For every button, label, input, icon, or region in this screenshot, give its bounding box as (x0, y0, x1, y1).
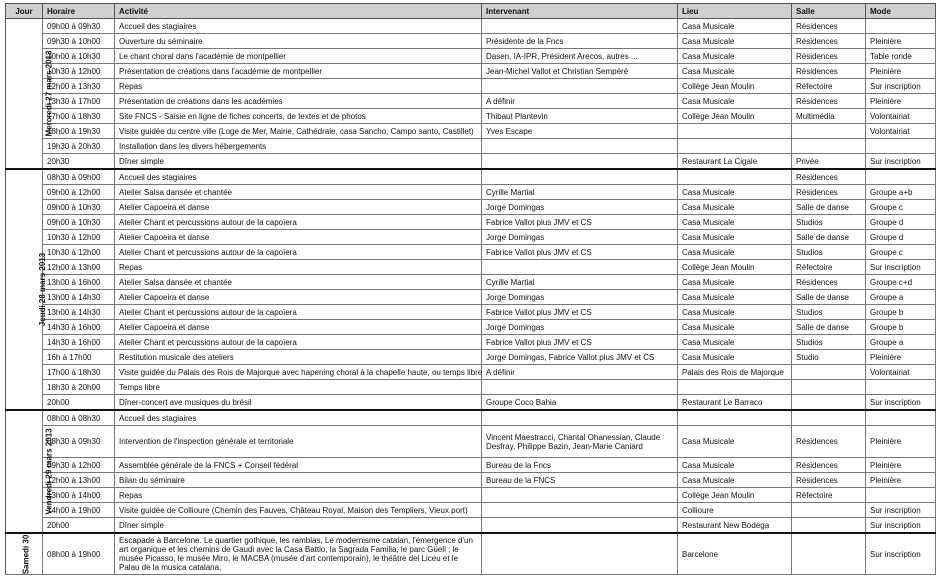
cell-salle: Résidences (792, 185, 866, 200)
table-row (6, 458, 936, 473)
cell-salle: Résidences (792, 458, 866, 473)
cell-intervenant: Jorge Domingas (482, 230, 678, 245)
cell-horaire: 17h00 à 18h30 (43, 365, 115, 380)
cell-intervenant: A définir (482, 94, 678, 109)
cell-mode (866, 19, 936, 34)
cell-intervenant (482, 154, 678, 170)
cell-intervenant (482, 260, 678, 275)
table-row (6, 365, 936, 380)
table-row (6, 169, 936, 185)
cell-mode: Pleinière (866, 34, 936, 49)
cell-intervenant: Jorge Domingas (482, 200, 678, 215)
cell-lieu: Casa Musicale (678, 335, 792, 350)
cell-salle: Résidences (792, 64, 866, 79)
cell-mode (866, 380, 936, 395)
cell-horaire: 14h30 à 16h00 (43, 335, 115, 350)
table-row (6, 34, 936, 49)
cell-horaire: 08h30 à 09h00 (43, 169, 115, 185)
day-label: Jeudi 28 mars 2013 (38, 252, 48, 327)
cell-intervenant: Cyrille Martial (482, 185, 678, 200)
cell-mode: Table ronde (866, 49, 936, 64)
cell-mode: Pleinière (866, 94, 936, 109)
cell-intervenant: Jorge Domingas (482, 320, 678, 335)
cell-lieu (678, 169, 792, 185)
cell-activite: Atelier Capoeira et danse (115, 200, 482, 215)
cell-intervenant: Jorge Domingas (482, 290, 678, 305)
cell-mode: Groupe b (866, 320, 936, 335)
cell-lieu: Casa Musicale (678, 185, 792, 200)
cell-activite: Temps libre (115, 380, 482, 395)
cell-salle (792, 365, 866, 380)
cell-activite: Accueil des stagiaires (115, 169, 482, 185)
cell-lieu: Collège Jean Moulin (678, 260, 792, 275)
cell-lieu: Restaurant La Cigale (678, 154, 792, 170)
cell-mode: Groupe d (866, 215, 936, 230)
cell-lieu: Casa Musicale (678, 34, 792, 49)
table-row (6, 533, 936, 575)
table-row (6, 275, 936, 290)
cell-mode: Groupe b (866, 305, 936, 320)
cell-activite: Repas (115, 488, 482, 503)
cell-lieu: Casa Musicale (678, 245, 792, 260)
cell-horaire: 09h00 à 10h30 (43, 215, 115, 230)
cell-lieu: Collioure (678, 503, 792, 518)
table-row (6, 139, 936, 154)
cell-horaire: 18h00 à 19h30 (43, 124, 115, 139)
table-row (6, 305, 936, 320)
cell-intervenant: Thibaut Plantevin (482, 109, 678, 124)
cell-activite: Bilan du séminaire (115, 473, 482, 488)
table-row (6, 488, 936, 503)
cell-intervenant: Jean-Michel Vallot et Christian Sempéré (482, 64, 678, 79)
table-row (6, 154, 936, 170)
cell-horaire: 20h00 (43, 518, 115, 534)
cell-mode: Groupe a (866, 290, 936, 305)
cell-horaire: 09h00 à 12h00 (43, 185, 115, 200)
cell-activite: Visite guidée de Collioure (Chemin des Fauves, Château Royal, Maison des Templiers, Vieux port) (115, 503, 482, 518)
cell-intervenant (482, 19, 678, 34)
table-row (6, 410, 936, 426)
cell-activite: Atelier Capoeira et danse (115, 290, 482, 305)
cell-lieu: Palais des Rois de Majorque (678, 365, 792, 380)
cell-activite: Repas (115, 260, 482, 275)
table-row (6, 503, 936, 518)
cell-mode (866, 488, 936, 503)
cell-salle (792, 124, 866, 139)
cell-activite: Atelier Chant et percussions autour de la capoïera (115, 215, 482, 230)
cell-horaire: 19h30 à 20h30 (43, 139, 115, 154)
cell-salle: Studios (792, 245, 866, 260)
cell-lieu: Casa Musicale (678, 94, 792, 109)
table-row (6, 473, 936, 488)
cell-horaire: 17h00 à 18h30 (43, 109, 115, 124)
cell-salle: Studios (792, 335, 866, 350)
header-mode: Mode (866, 4, 936, 19)
table-row (6, 350, 936, 365)
cell-lieu: Casa Musicale (678, 275, 792, 290)
table-row (6, 320, 936, 335)
cell-activite: Atelier Chant et percussions autour de la capoïera (115, 245, 482, 260)
cell-mode: Groupe c+d (866, 275, 936, 290)
cell-horaire: 08h00 à 19h00 (43, 533, 115, 575)
cell-salle: Salle de danse (792, 320, 866, 335)
cell-intervenant: Groupe Coco Bahia (482, 395, 678, 411)
cell-activite: Assemblée générale de la FNCS + Conseil fédéral (115, 458, 482, 473)
cell-intervenant: Dasen, IA-IPR, Président Arecos, autres ... (482, 49, 678, 64)
table-row (6, 79, 936, 94)
cell-mode (866, 169, 936, 185)
cell-salle (792, 533, 866, 575)
cell-horaire: 08h00 à 08h30 (43, 410, 115, 426)
day-label: Samedi 30 (21, 534, 31, 574)
cell-activite: Site FNCS - Saisie en ligne de fiches concerts, de textes et de photos (115, 109, 482, 124)
cell-intervenant: Fabrice Vallot plus JMV et CS (482, 335, 678, 350)
cell-salle: Réfectoire (792, 260, 866, 275)
day-cell (6, 533, 43, 575)
cell-lieu: Casa Musicale (678, 49, 792, 64)
header-lieu: Lieu (678, 4, 792, 19)
cell-activite: Intervention de l'inspection générale et territoriale (115, 426, 482, 458)
cell-horaire: 13h00 à 14h00 (43, 488, 115, 503)
cell-activite: Dîner-concert ave musiques du brésil (115, 395, 482, 411)
table-row (6, 395, 936, 411)
cell-lieu (678, 139, 792, 154)
cell-mode: Sur inscription (866, 154, 936, 170)
cell-intervenant: Fabrice Vallot plus JMV et CS (482, 305, 678, 320)
cell-mode: Pleinière (866, 350, 936, 365)
cell-lieu: Casa Musicale (678, 230, 792, 245)
cell-activite: Atelier Capoeira et danse (115, 230, 482, 245)
cell-intervenant (482, 169, 678, 185)
table-row (6, 380, 936, 395)
cell-activite: Restitution musicale des ateliers (115, 350, 482, 365)
cell-intervenant: Présidente de la Fncs (482, 34, 678, 49)
cell-mode: Pleinière (866, 458, 936, 473)
cell-intervenant (482, 139, 678, 154)
cell-activite: Repas (115, 79, 482, 94)
day-cell (6, 19, 54, 170)
cell-horaire: 14h00 à 19h00 (43, 503, 115, 518)
cell-salle: Résidences (792, 426, 866, 458)
schedule-body (6, 19, 936, 575)
cell-horaire: 13h00 à 16h00 (43, 275, 115, 290)
cell-activite: Dîner simple (115, 154, 482, 170)
cell-mode: Pleinière (866, 426, 936, 458)
cell-horaire: 08h30 à 09h30 (43, 426, 115, 458)
cell-lieu: Barcelone (678, 533, 792, 575)
cell-salle (792, 410, 866, 426)
cell-lieu: Casa Musicale (678, 473, 792, 488)
day-label: Vendredi 29 mars 2013 (44, 428, 54, 515)
cell-lieu: Restaurant New Bodega (678, 518, 792, 534)
cell-mode: Pleinière (866, 64, 936, 79)
cell-lieu: Casa Musicale (678, 215, 792, 230)
schedule-document (5, 3, 935, 577)
cell-mode: Groupe a (866, 335, 936, 350)
cell-salle (792, 503, 866, 518)
cell-horaire: 12h00 à 13h30 (43, 79, 115, 94)
header-intervenant: Intervenant (482, 4, 678, 19)
cell-mode: Sur inscription (866, 260, 936, 275)
header-jour: Jour (6, 4, 43, 19)
cell-intervenant: Vincent Maestracci, Chantal Ohanessian, Claude Desfray, Philippe Bazin, Jean-Marie Caniard (482, 426, 678, 458)
cell-intervenant: Bureau de la FNCS (482, 473, 678, 488)
cell-activite: Installation dans les divers hébergements (115, 139, 482, 154)
cell-intervenant: Cyrille Martial (482, 275, 678, 290)
cell-horaire: 18h30 à 20h00 (43, 380, 115, 395)
cell-salle: Salle de danse (792, 290, 866, 305)
cell-intervenant: Jorge Domingas, Fabrice Vallot plus JMV et CS (482, 350, 678, 365)
cell-horaire: 10h00 à 10h30 (43, 49, 115, 64)
day-label: Mercredi 27 mars 2013 (44, 50, 54, 137)
cell-activite: Visite guidée du centre ville (Loge de Mer, Mairie, Cathédrale, casa Sancho, Campo santo, Castillet) (115, 124, 482, 139)
cell-salle: Résidences (792, 34, 866, 49)
cell-intervenant: A définir (482, 365, 678, 380)
cell-lieu: Casa Musicale (678, 426, 792, 458)
cell-activite: Atelier Chant et percussions autour de la capoïera (115, 335, 482, 350)
table-row (6, 64, 936, 79)
table-row (6, 109, 936, 124)
cell-mode: Volontairiat (866, 365, 936, 380)
cell-mode: Sur inscription (866, 503, 936, 518)
cell-intervenant: Fabrice Vallot plus JMV et CS (482, 245, 678, 260)
cell-salle: Résidences (792, 473, 866, 488)
cell-activite: Accueil des stagiaires (115, 410, 482, 426)
cell-intervenant (482, 488, 678, 503)
cell-activite: Visite guidée du Palais des Rois de Majorque avec hapening choral à la chapelle haute, ou temps libre (115, 365, 482, 380)
cell-salle: Résidences (792, 49, 866, 64)
cell-lieu: Casa Musicale (678, 458, 792, 473)
cell-salle: Résidences (792, 169, 866, 185)
cell-activite: Ouverture du séminaire (115, 34, 482, 49)
table-row (6, 426, 936, 458)
cell-intervenant: Fabrice Vallot plus JMV et CS (482, 215, 678, 230)
cell-salle: Privée (792, 154, 866, 170)
cell-salle: Salle de danse (792, 230, 866, 245)
cell-horaire: 12h00 à 13h00 (43, 473, 115, 488)
cell-salle: Multimédia (792, 109, 866, 124)
cell-horaire: 10h30 à 12h00 (43, 245, 115, 260)
cell-lieu: Collège Jean Moulin (678, 79, 792, 94)
cell-mode: Groupe c (866, 200, 936, 215)
cell-horaire: 13h00 à 14h30 (43, 305, 115, 320)
table-row (6, 290, 936, 305)
cell-activite: Atelier Salsa dansée et chantée (115, 275, 482, 290)
cell-horaire: 10h30 à 12h00 (43, 230, 115, 245)
cell-horaire: 14h30 à 16h00 (43, 320, 115, 335)
cell-lieu: Casa Musicale (678, 64, 792, 79)
cell-lieu: Casa Musicale (678, 200, 792, 215)
cell-salle: Résidences (792, 94, 866, 109)
cell-horaire: 20h00 (43, 395, 115, 411)
day-cell (6, 410, 54, 533)
cell-mode: Groupe c (866, 245, 936, 260)
cell-lieu (678, 410, 792, 426)
cell-mode: Sur inscription (866, 518, 936, 534)
cell-intervenant (482, 410, 678, 426)
table-row (6, 49, 936, 64)
table-row (6, 200, 936, 215)
cell-horaire: 09h30 à 10h00 (43, 34, 115, 49)
cell-activite: Atelier Salsa dansée et chantée (115, 185, 482, 200)
cell-lieu: Casa Musicale (678, 290, 792, 305)
cell-mode: Volontairiat (866, 109, 936, 124)
cell-salle: Salle de danse (792, 200, 866, 215)
table-row (6, 260, 936, 275)
table-row (6, 215, 936, 230)
table-row (6, 518, 936, 534)
cell-intervenant (482, 533, 678, 575)
cell-salle (792, 395, 866, 411)
cell-lieu: Restaurant Le Barraco (678, 395, 792, 411)
cell-lieu: Casa Musicale (678, 19, 792, 34)
cell-activite: Présentation de créations dans les académies (115, 94, 482, 109)
cell-horaire: 09h00 à 09h30 (43, 19, 115, 34)
cell-salle: Réfectoire (792, 488, 866, 503)
cell-mode: Sur inscription (866, 395, 936, 411)
cell-salle (792, 380, 866, 395)
header-salle: Salle (792, 4, 866, 19)
cell-horaire: 10h30 à 12h00 (43, 64, 115, 79)
cell-horaire: 16h à 17h00 (43, 350, 115, 365)
table-row (6, 245, 936, 260)
day-cell (6, 169, 48, 410)
cell-horaire: 13h30 à 17h00 (43, 94, 115, 109)
cell-intervenant: Yves Escape (482, 124, 678, 139)
cell-mode (866, 139, 936, 154)
cell-lieu: Casa Musicale (678, 305, 792, 320)
cell-activite: Atelier Capoeira et danse (115, 320, 482, 335)
cell-mode: Sur inscription (866, 533, 936, 575)
cell-lieu (678, 380, 792, 395)
cell-salle: Résidences (792, 19, 866, 34)
schedule-table (5, 3, 936, 575)
cell-activite: Atelier Chant et percussions autour de la capoïera (115, 305, 482, 320)
cell-horaire: 09h30 à 12h00 (43, 458, 115, 473)
cell-horaire: 20h30 (43, 154, 115, 170)
cell-activite: Le chant choral dans l'académie de montpellier (115, 49, 482, 64)
cell-activite: Accueil des stagiaires (115, 19, 482, 34)
cell-salle (792, 139, 866, 154)
cell-mode: Groupe d (866, 230, 936, 245)
cell-activite: Escapade à Barcelone. Le quartier gothique, les ramblas, Le modernisme catalan, l'émergence d'un art organique et les chemins de Gaudi avec la Casa Battlo, la Sagrada Familia, le parc Güell ; le musée Picasso, le musée Miro, le MACBA (musée d'art contemporain), le théâtre del Liceu et le Palau de la musica catalana. (115, 533, 482, 575)
cell-salle: Réfectoire (792, 79, 866, 94)
cell-salle: Studio (792, 350, 866, 365)
cell-horaire: 12h00 à 13h00 (43, 260, 115, 275)
table-row (6, 335, 936, 350)
cell-intervenant (482, 380, 678, 395)
cell-lieu: Collège Jean Moulin (678, 488, 792, 503)
cell-lieu: Collège Jean Moulin (678, 109, 792, 124)
header-row (6, 4, 936, 19)
cell-lieu (678, 124, 792, 139)
cell-lieu: Casa Musicale (678, 320, 792, 335)
header-horaire: Horaire (43, 4, 115, 19)
header-activite: Activité (115, 4, 482, 19)
cell-horaire: 09h00 à 10h30 (43, 200, 115, 215)
cell-intervenant (482, 79, 678, 94)
table-row (6, 124, 936, 139)
cell-intervenant (482, 503, 678, 518)
cell-activite: Dîner simple (115, 518, 482, 534)
cell-lieu: Casa Musicale (678, 350, 792, 365)
cell-salle: Studios (792, 215, 866, 230)
cell-intervenant (482, 518, 678, 534)
cell-mode: Volontairiat (866, 124, 936, 139)
table-row (6, 19, 936, 34)
cell-salle: Résidences (792, 275, 866, 290)
cell-activite: Présentation de créations dans l'académie de montpellier (115, 64, 482, 79)
cell-salle (792, 518, 866, 534)
cell-mode: Groupe a+b (866, 185, 936, 200)
table-row (6, 94, 936, 109)
cell-mode (866, 410, 936, 426)
cell-salle: Studios (792, 305, 866, 320)
cell-intervenant: Bureau de la Fncs (482, 458, 678, 473)
table-row (6, 185, 936, 200)
cell-mode: Sur inscription (866, 79, 936, 94)
table-row (6, 230, 936, 245)
cell-mode: Pleinière (866, 473, 936, 488)
cell-horaire: 13h00 à 14h30 (43, 290, 115, 305)
